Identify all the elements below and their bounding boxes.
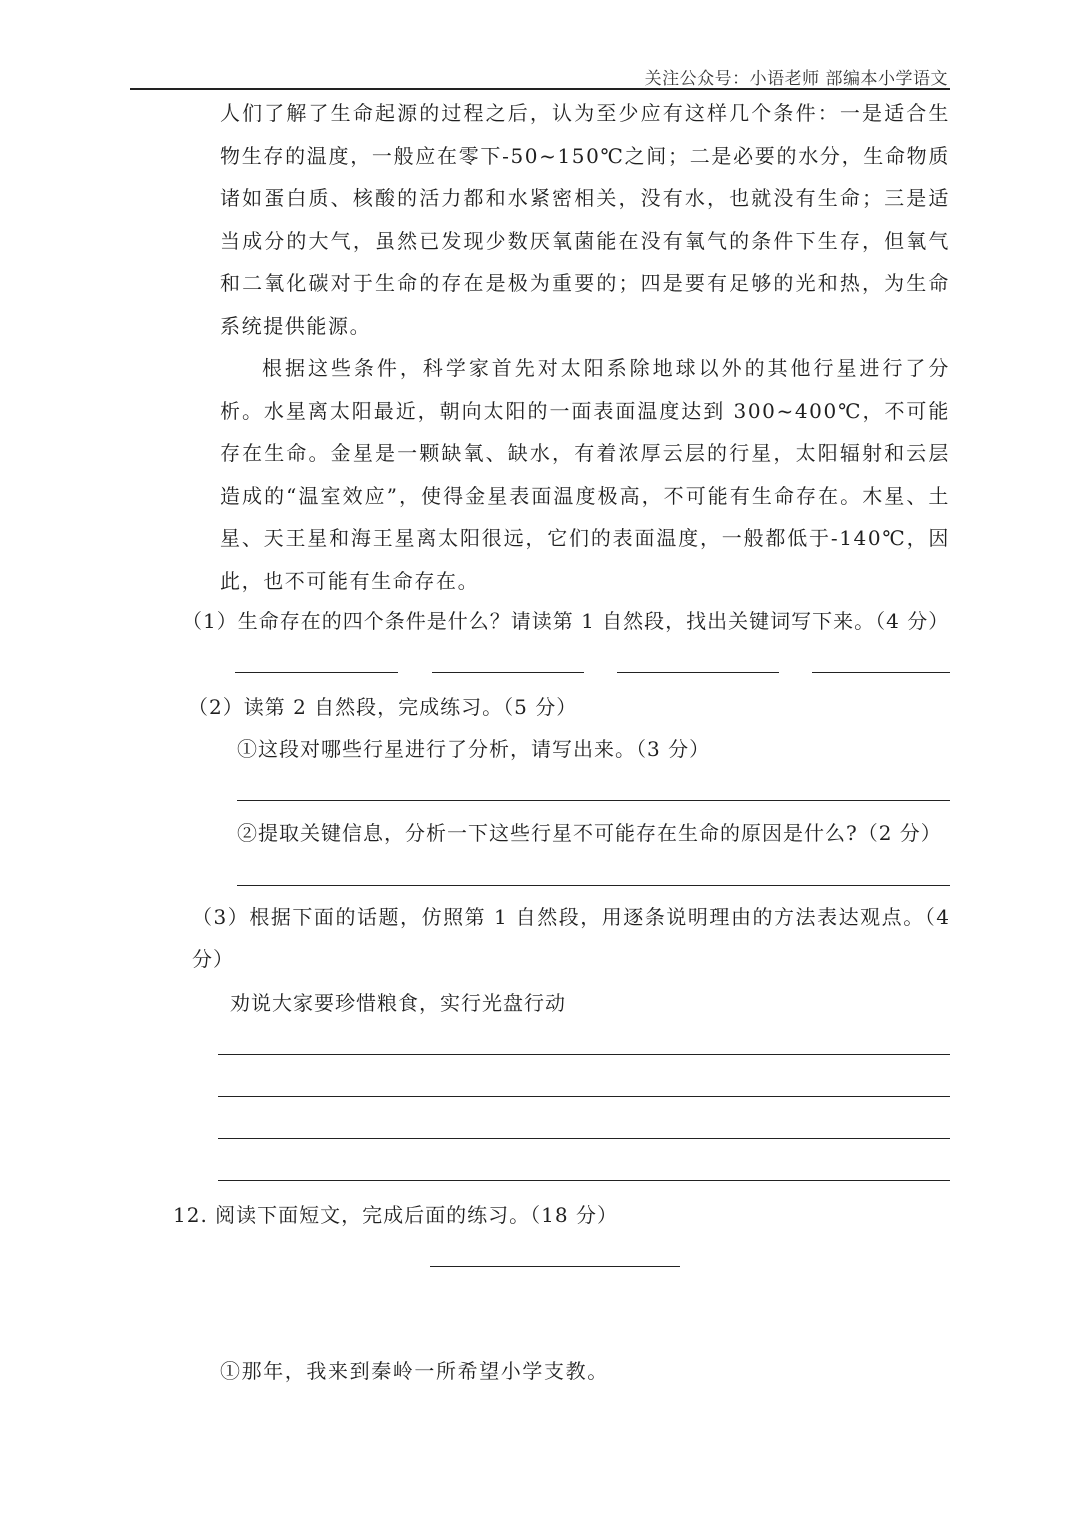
passage-paragraph-2: 根据这些条件，科学家首先对太阳系除地球以外的其他行星进行了分析。水星离太阳最近，朝向太阳的一面表面温度达到 300~400℃，不可能存在生命。金星是一颗缺氧、缺水，有着浓厚云层的行星，太阳辐射和云层造成的“温室效应”，使得金星表面温度极高，不可能有生命存在。木星、土星、天王星和海王星离太阳很远，它们的表面温度，一般都低于-140℃，因此，也不可能有生命存在。 [220, 356, 950, 593]
question-1: （1）生命存在的四个条件是什么？请读第 1 自然段，找出关键词写下来。（4 分） [182, 609, 950, 633]
section-12-heading: 12. 阅读下面短文，完成后面的练习。（18 分） [173, 1203, 618, 1227]
question-3-topic: 劝说大家要珍惜粮食，实行光盘行动 [230, 991, 566, 1015]
page-header: 关注公众号：小语老师 部编本小学语文 [644, 69, 948, 89]
answer-line-q2-1[interactable] [237, 800, 950, 801]
answer-line-q1-b[interactable] [432, 672, 584, 673]
passage-paragraph-1: 人们了解了生命起源的过程之后，认为至少应有这样几个条件：一是适合生物生存的温度，一般应在零下-50~150℃之间；二是必要的水分，生命物质诸如蛋白质、核酸的活力都和水紧密相关，没有水，也就没有生命；三是适当成分的大气，虽然已发现少数厌氧菌能在没有氧气的条件下生存，但氧气和二氧化碳对于生命的存在是极为重要的；四是要有足够的光和热，为生命系统提供能源。 [220, 101, 950, 338]
answer-line-q2-2[interactable] [237, 885, 950, 886]
story-first-line: ①那年，我来到秦岭一所希望小学支教。 [220, 1359, 609, 1383]
answer-line-q3-4[interactable] [218, 1180, 950, 1181]
answer-line-q1-d[interactable] [812, 672, 950, 673]
answer-line-q3-3[interactable] [218, 1138, 950, 1139]
question-2: （2）读第 2 自然段，完成练习。（5 分） [188, 695, 578, 719]
answer-line-q3-1[interactable] [218, 1054, 950, 1055]
reading-passage [220, 92, 950, 602]
question-3: （3）根据下面的话题，仿照第 1 自然段，用逐条说明理由的方法表达观点。（4 分） [192, 905, 950, 971]
answer-line-q1-a[interactable] [235, 672, 398, 673]
question-2-1: ①这段对哪些行星进行了分析，请写出来。（3 分） [237, 737, 711, 761]
header-rule [130, 88, 950, 90]
answer-line-q1-c[interactable] [617, 672, 779, 673]
question-2-2: ②提取关键信息，分析一下这些行星不可能存在生命的原因是什么?（2 分） [237, 821, 942, 845]
answer-line-q3-2[interactable] [218, 1096, 950, 1097]
title-blank-line[interactable] [430, 1266, 680, 1267]
